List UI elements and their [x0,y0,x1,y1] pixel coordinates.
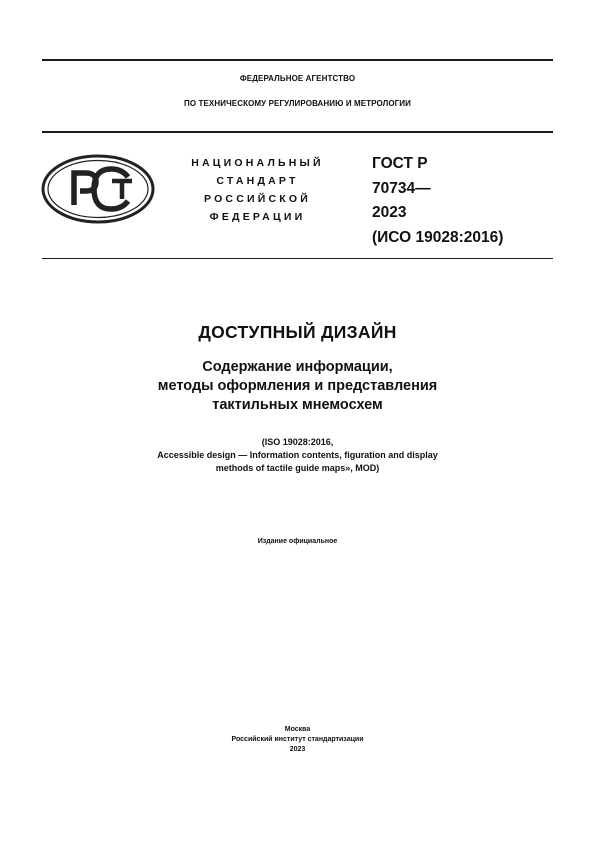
edition-label: Издание официальное [257,538,338,545]
designation-line2: 70734— [372,180,431,197]
national-standard-line2: СТАНДАРТ [216,175,299,187]
designation-line1: ГОСТ Р [372,155,428,172]
agency-name-line2: ПО ТЕХНИЧЕСКОМУ РЕГУЛИРОВАНИЮ И МЕТРОЛОГИИ [183,99,412,108]
gost-r-logo-icon [40,153,156,225]
gost-r-logo [40,153,156,225]
document-title: ДОСТУПНЫЙ ДИЗАЙН [198,322,397,342]
footer-year: 2023 [289,746,306,753]
subtitle-line2: методы оформления и представления [157,378,438,394]
footer-publisher: Российский институт стандартизации [231,736,364,743]
national-standard-line1: НАЦИОНАЛЬНЫЙ [191,157,324,169]
top-rule [42,59,553,61]
agency-name-line1: ФЕДЕРАЛЬНОЕ АГЕНТСТВО [239,74,356,83]
national-standard-line3: РОССИЙСКОЙ [204,193,311,205]
subtitle-line3: тактильных мнемосхем [212,397,383,413]
footer-city: Москва [284,726,311,733]
original-standard-line3: methods of tactile guide maps», MOD) [215,463,380,473]
national-standard-line4: ФЕДЕРАЦИИ [209,211,306,223]
subtitle-line1: Содержание информации, [202,359,393,375]
designation-line3: 2023 [372,204,407,221]
original-standard-line2: Accessible design — Information contents, figuration and display [157,450,438,460]
designation-rule [42,258,553,259]
header-rule [42,131,553,133]
designation-line4: (ИСО 19028:2016) [372,229,504,246]
original-standard-line1: (ISO 19028:2016, [261,437,334,447]
